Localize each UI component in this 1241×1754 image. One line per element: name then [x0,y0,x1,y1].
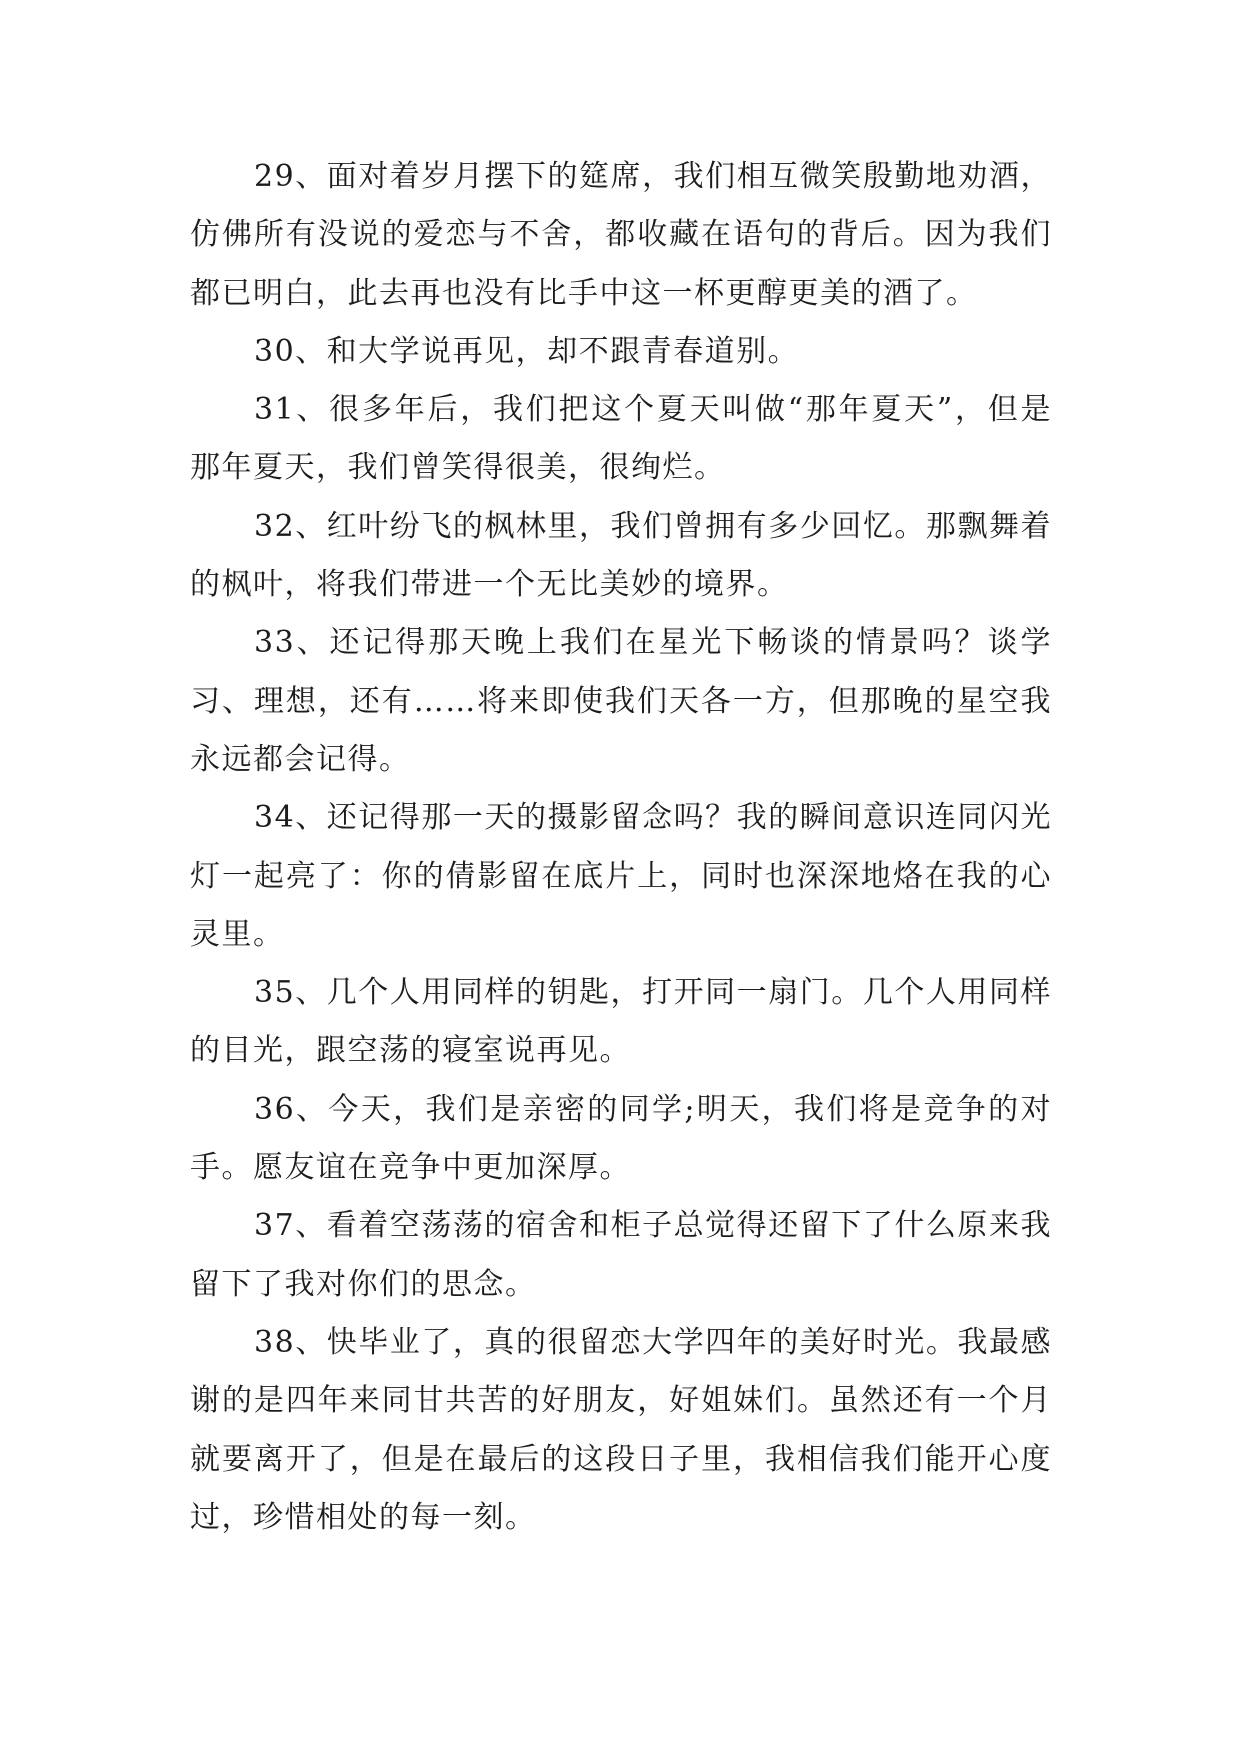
document-body [190,148,1052,1547]
paragraph-29: 29、面对着岁月摆下的筵席，我们相互微笑殷勤地劝酒，仿佛所有没说的爱恋与不舍，都收藏在语句的背后。因为我们都已明白，此去再也没有比手中这一杯更醇更美的酒了。 [190,159,1052,311]
paragraph-31: 31、很多年后，我们把这个夏天叫做“那年夏天”，但是那年夏天，我们曾笑得很美，很绚烂。 [190,392,1052,486]
paragraph-38: 38、快毕业了，真的很留恋大学四年的美好时光。我最感谢的是四年来同甘共苦的好朋友，好姐妹们。虽然还有一个月就要离开了，但是在最后的这段日子里，我相信我们能开心度过，珍惜相处的每一刻。 [190,1324,1052,1535]
paragraph-33: 33、还记得那天晚上我们在星光下畅谈的情景吗？谈学习、理想，还有……将来即使我们天各一方，但那晚的星空我永远都会记得。 [190,625,1052,777]
paragraph-30: 30、和大学说再见，却不跟青春道别。 [254,333,800,369]
paragraph-37: 37、看着空荡荡的宿舍和柜子总觉得还留下了什么原来我留下了我对你们的思念。 [190,1208,1052,1302]
paragraph-34: 34、还记得那一天的摄影留念吗？我的瞬间意识连同闪光灯一起亮了：你的倩影留在底片上，同时也深深地烙在我的心灵里。 [190,800,1052,952]
paragraph-36: 36、今天，我们是亲密的同学;明天，我们将是竞争的对手。愿友谊在竞争中更加深厚。 [190,1091,1052,1186]
paragraph-32: 32、红叶纷飞的枫林里，我们曾拥有多少回忆。那飘舞着的枫叶，将我们带进一个无比美妙的境界。 [190,508,1052,603]
paragraph-35: 35、几个人用同样的钥匙，打开同一扇门。几个人用同样的目光，跟空荡的寝室说再见。 [190,975,1052,1069]
